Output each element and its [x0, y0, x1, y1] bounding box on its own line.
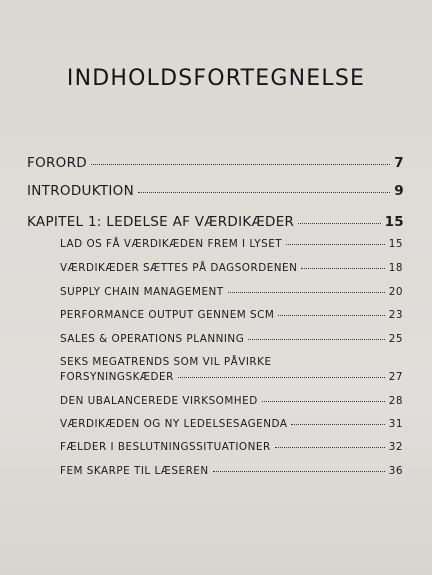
- dot-leader: [91, 164, 390, 165]
- toc-subentry-page: 27: [388, 371, 403, 383]
- toc-subentry: [60, 262, 403, 274]
- toc-subentry: [60, 309, 403, 321]
- toc-subentry-label: FORSYNINGSKÆDER: [60, 371, 174, 383]
- toc-subentry: [60, 418, 403, 430]
- dot-leader: [298, 223, 380, 224]
- dot-leader: [291, 424, 384, 425]
- dot-leader: [248, 339, 385, 340]
- dot-leader: [301, 268, 384, 269]
- toc-entry-page: 7: [394, 155, 404, 171]
- toc-subentry-page: 15: [388, 238, 403, 250]
- toc-subentry-page: 25: [388, 333, 403, 345]
- toc-subentry-page: 36: [388, 465, 403, 477]
- page-title: INDHOLDSFORTEGNELSE: [66, 66, 366, 91]
- toc-subentry-label: FEM SKARPE TIL LÆSEREN: [60, 465, 209, 477]
- toc-subentry-label: SUPPLY CHAIN MANAGEMENT: [60, 286, 224, 298]
- toc-subentry-label: SEKS MEGATRENDS SOM VIL PÅVIRKE: [60, 356, 272, 368]
- toc-subentry-page: 18: [388, 262, 403, 274]
- dot-leader: [262, 401, 385, 402]
- toc-entry-kapitel-1: [27, 214, 404, 230]
- toc-subentry-label: PERFORMANCE OUTPUT GENNEM SCM: [60, 309, 275, 321]
- toc-entry-label: KAPITEL 1: LEDELSE AF VÆRDIKÆDER: [27, 214, 295, 230]
- toc-subentry-page: 32: [388, 441, 403, 453]
- toc-subentry-label: VÆRDIKÆDEN OG NY LEDELSESAGENDA: [60, 418, 288, 430]
- dot-leader: [278, 315, 384, 316]
- toc-subentry: [60, 333, 403, 345]
- toc-subentry-label: FÆLDER I BESLUTNINGSSITUATIONER: [60, 441, 271, 453]
- toc-entry-page: 15: [384, 214, 404, 230]
- dot-leader: [275, 447, 385, 448]
- toc-entry-forord: [27, 155, 404, 171]
- dot-leader: [138, 192, 390, 193]
- toc-subentry-label: SALES & OPERATIONS PLANNING: [60, 333, 245, 345]
- toc-subentry: [60, 395, 403, 407]
- toc-entry-page: 9: [394, 183, 404, 199]
- dot-leader: [178, 377, 385, 378]
- toc-subentry: [60, 286, 403, 298]
- toc-subentry: [60, 371, 403, 383]
- dot-leader: [286, 244, 385, 245]
- toc-entry-label: INTRODUKTION: [27, 183, 134, 199]
- toc-subentry-label: DEN UBALANCEREDE VIRKSOMHED: [60, 395, 258, 407]
- toc-subentry: [60, 238, 403, 250]
- dot-leader: [228, 292, 385, 293]
- toc-subentry-page: 20: [388, 286, 403, 298]
- toc-entry-label: FORORD: [27, 155, 87, 171]
- toc-entry-introduktion: [27, 183, 404, 199]
- dot-leader: [213, 471, 385, 472]
- toc-subentry: [60, 465, 403, 477]
- toc-subentry-label: VÆRDIKÆDER SÆTTES PÅ DAGSORDENEN: [60, 262, 298, 274]
- toc-subentry: [60, 441, 403, 453]
- toc-subentry-page: 31: [388, 418, 403, 430]
- toc-subentry-page: 23: [388, 309, 403, 321]
- toc-subentry-line1: [60, 356, 403, 368]
- toc-subentry-label: LAD OS FÅ VÆRDIKÆDEN FREM I LYSET: [60, 238, 283, 250]
- toc-subentry-page: 28: [388, 395, 403, 407]
